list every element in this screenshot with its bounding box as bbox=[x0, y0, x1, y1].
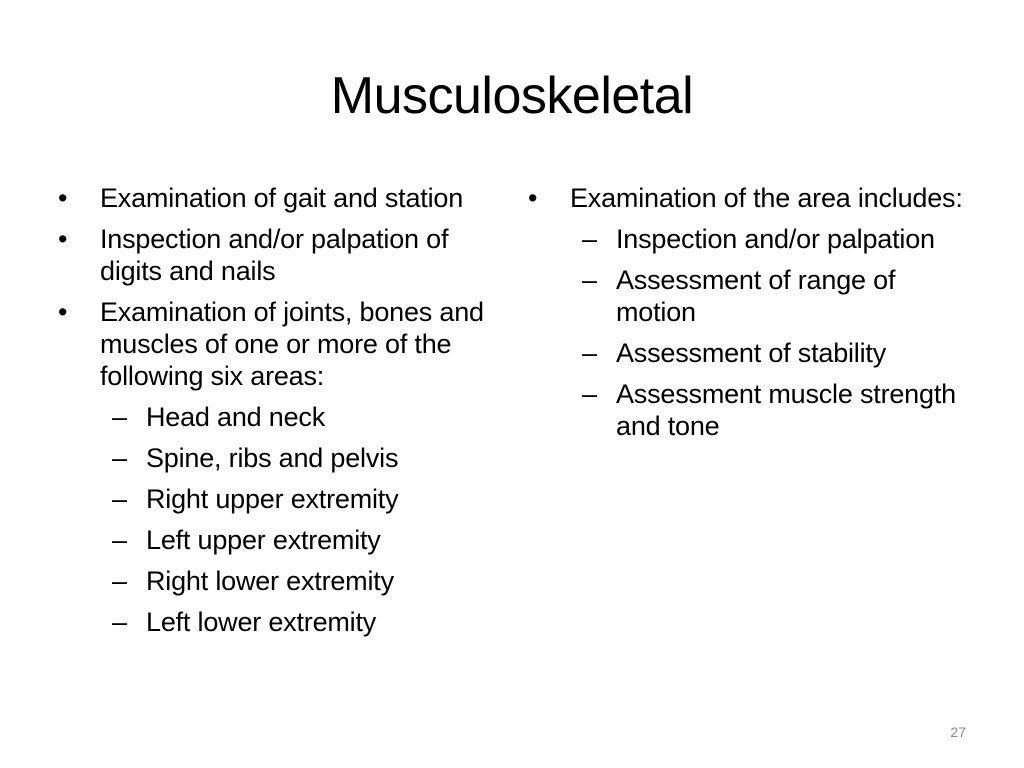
sub-bullet-text: Assessment of range of motion bbox=[616, 265, 896, 327]
sub-bullet-item bbox=[100, 565, 508, 597]
sub-bullet-item bbox=[100, 401, 508, 433]
sub-bullet-text: Assessment muscle strength and tone bbox=[616, 379, 956, 441]
bullet-item bbox=[528, 182, 968, 442]
bullet-text: Examination of gait and station bbox=[100, 183, 464, 213]
right-column bbox=[528, 182, 968, 451]
left-column bbox=[58, 182, 508, 647]
bullet-text: Examination of the area includes: bbox=[570, 183, 963, 213]
sub-bullet-text: Spine, ribs and pelvis bbox=[146, 443, 399, 473]
sub-bullet-text: Right upper extremity bbox=[146, 484, 399, 514]
sub-bullet-text: Head and neck bbox=[146, 402, 326, 432]
dash-icon: – bbox=[112, 443, 127, 473]
dash-icon: – bbox=[582, 338, 597, 368]
bullet-icon: • bbox=[528, 183, 538, 213]
sub-bullet-item bbox=[570, 223, 968, 255]
sub-bullet-item bbox=[570, 264, 968, 328]
bullet-icon: • bbox=[58, 297, 68, 327]
bullet-icon: • bbox=[58, 224, 68, 254]
bullet-item bbox=[58, 223, 508, 287]
bullet-text: Examination of joints, bones and muscles of one or more of the following six areas: bbox=[100, 297, 484, 391]
bullet-icon: • bbox=[58, 183, 68, 213]
sub-bullet-text: Left upper extremity bbox=[146, 525, 381, 555]
dash-icon: – bbox=[112, 607, 127, 637]
dash-icon: – bbox=[112, 566, 127, 596]
dash-icon: – bbox=[112, 525, 127, 555]
sub-bullet-item bbox=[100, 524, 508, 556]
sub-bullet-text: Right lower extremity bbox=[146, 566, 394, 596]
sub-bullet-list bbox=[570, 223, 968, 442]
page-number: 27 bbox=[950, 724, 966, 740]
sub-bullet-text: Assessment of stability bbox=[616, 338, 887, 368]
sub-bullet-list bbox=[100, 401, 508, 638]
sub-bullet-item bbox=[100, 606, 508, 638]
dash-icon: – bbox=[112, 402, 127, 432]
dash-icon: – bbox=[582, 379, 597, 409]
bullet-item bbox=[58, 182, 508, 214]
sub-bullet-text: Inspection and/or palpation bbox=[616, 224, 935, 254]
sub-bullet-item bbox=[100, 442, 508, 474]
dash-icon: – bbox=[582, 265, 597, 295]
bullet-text: Inspection and/or palpation of digits and nails bbox=[100, 224, 449, 286]
left-bullet-list bbox=[58, 182, 508, 638]
right-bullet-list bbox=[528, 182, 968, 442]
slide-title: Musculoskeletal bbox=[330, 67, 694, 125]
sub-bullet-item bbox=[570, 337, 968, 369]
dash-icon: – bbox=[112, 484, 127, 514]
sub-bullet-text: Left lower extremity bbox=[146, 607, 377, 637]
dash-icon: – bbox=[582, 224, 597, 254]
bullet-item bbox=[58, 296, 508, 638]
sub-bullet-item bbox=[100, 483, 508, 515]
sub-bullet-item bbox=[570, 378, 968, 442]
